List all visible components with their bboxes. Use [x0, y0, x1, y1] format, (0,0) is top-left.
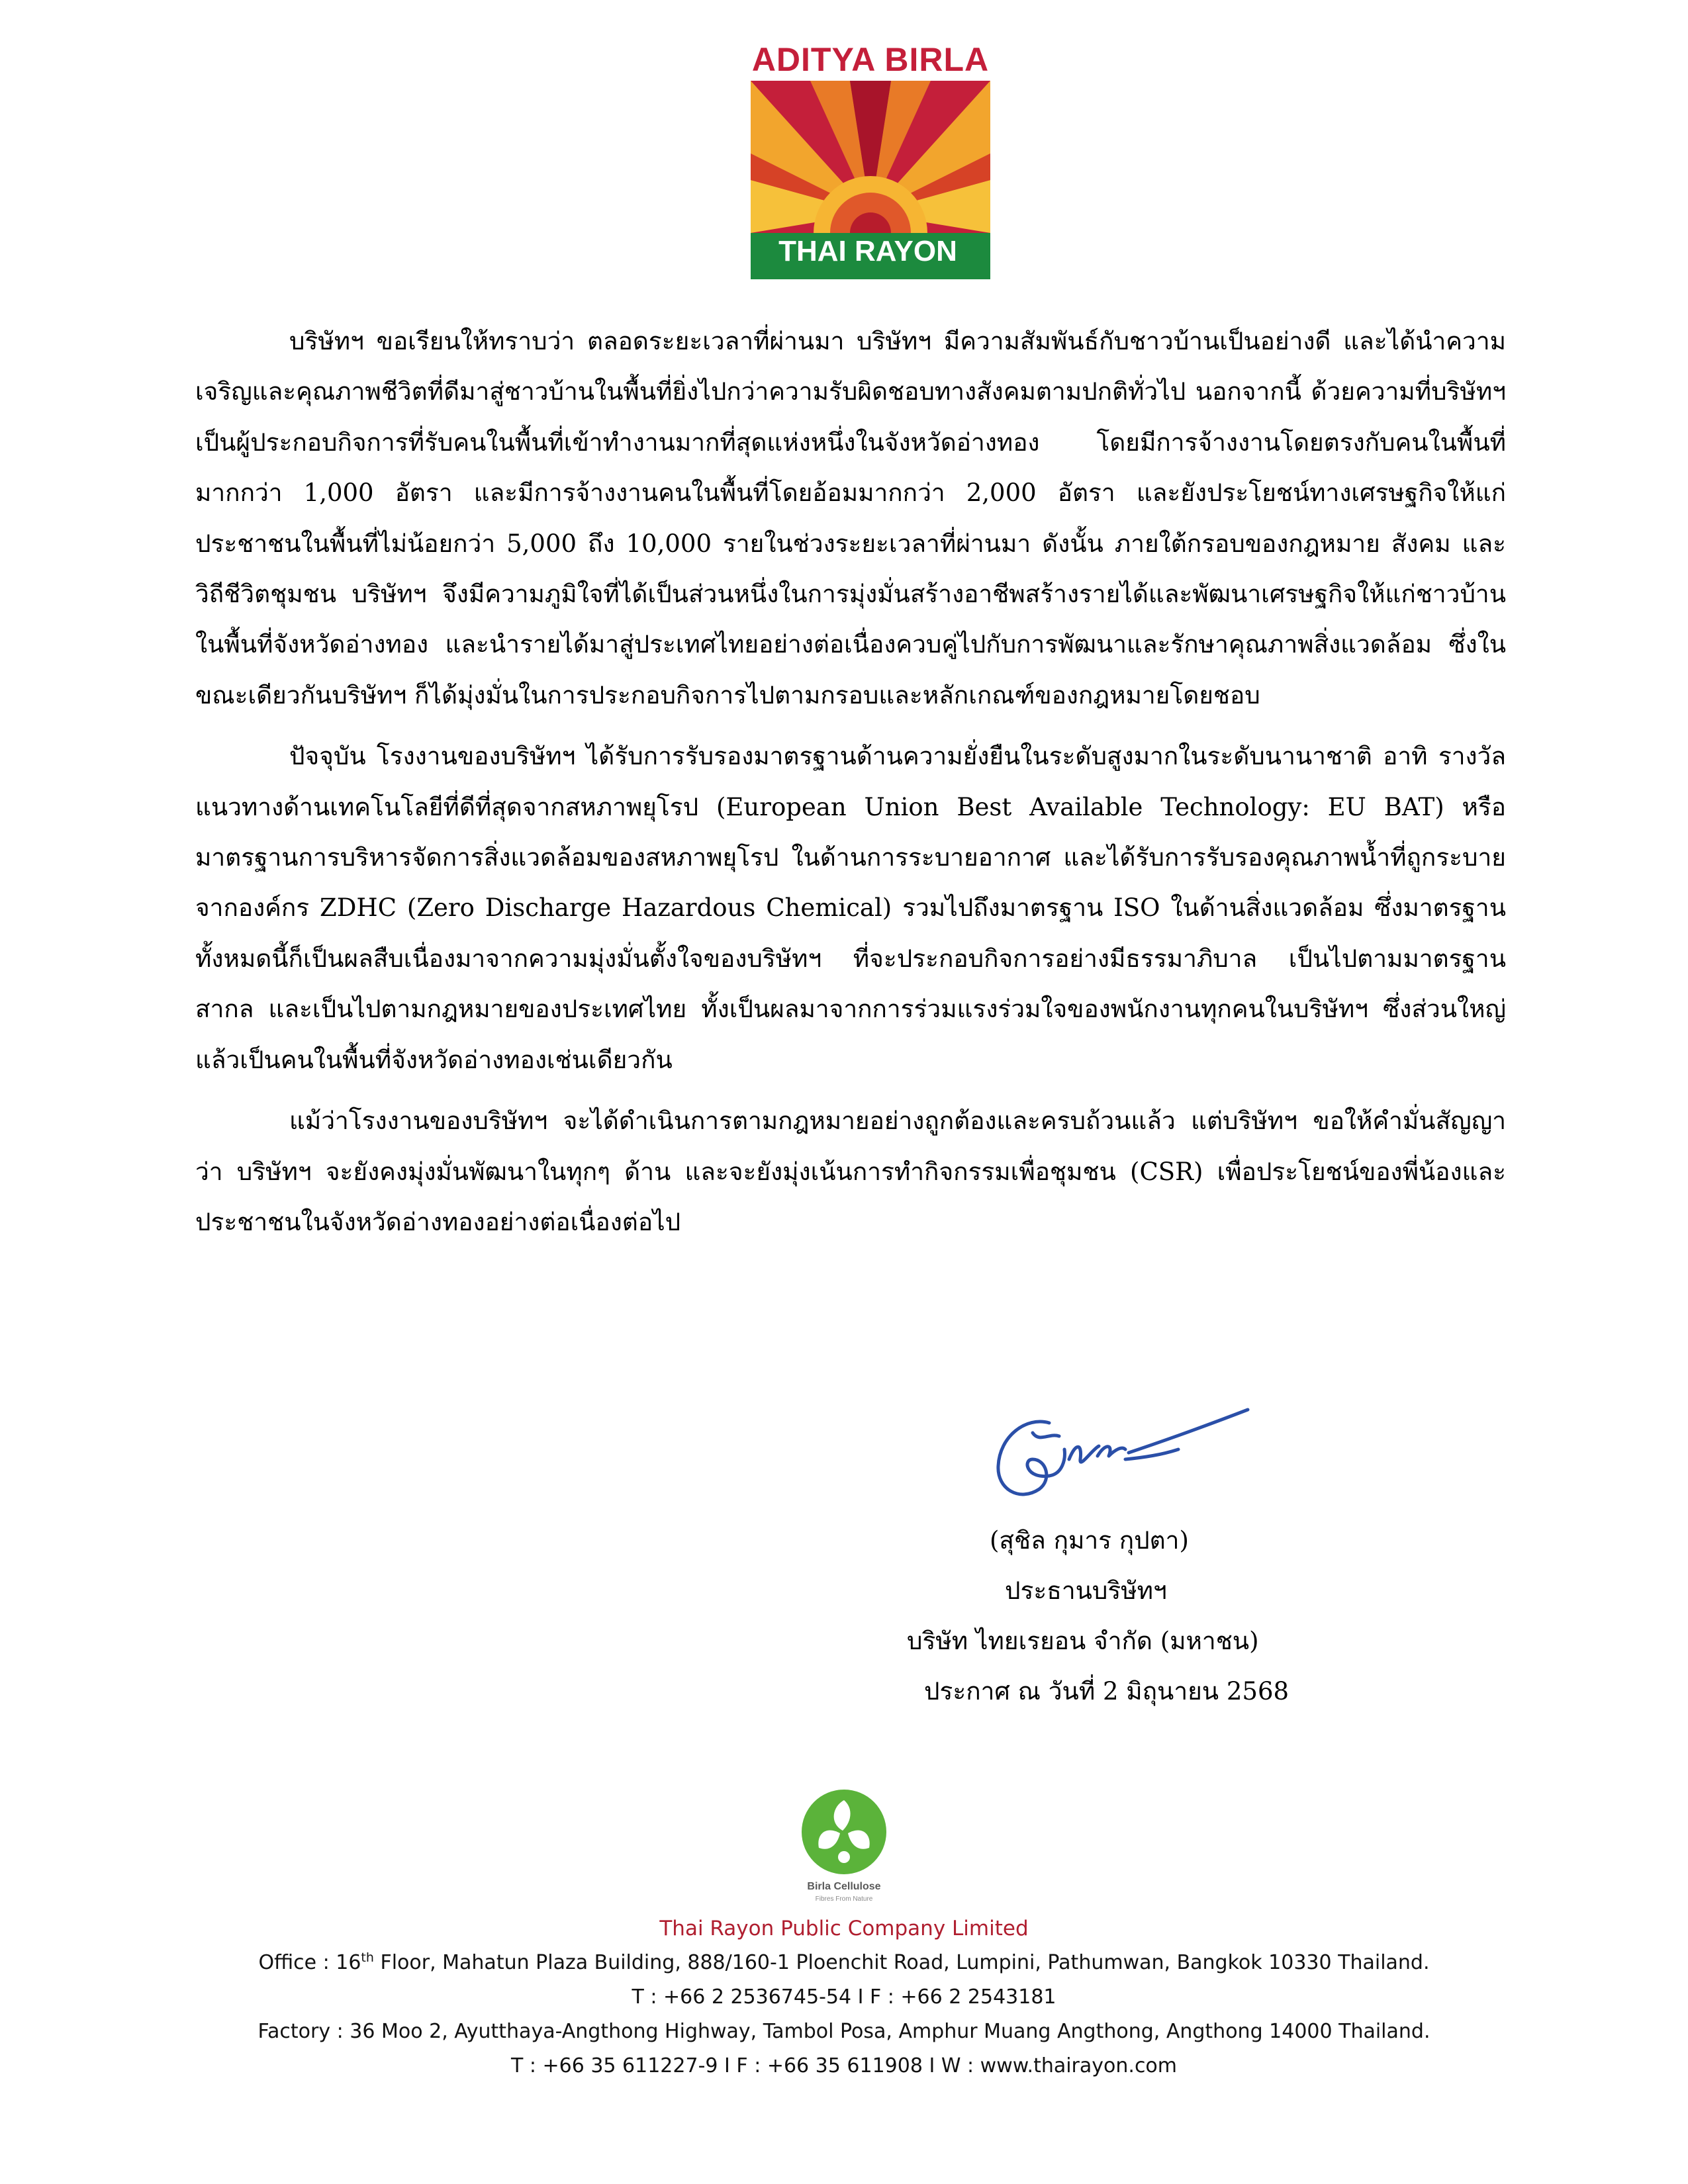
footer-logo-name: Birla Cellulose: [807, 1881, 881, 1892]
paragraph-1: บริษัทฯ ขอเรียนให้ทราบว่า ตลอดระยะเวลาที่ผ่านมา บริษัทฯ มีความสัมพันธ์กับชาวบ้านเป็นอย่างดี และได้นำความเจริญและคุณภาพชีวิตที่ดีมาสู่ชาวบ้านในพื้นที่ยิ่งไปกว่าความรับผิดชอบทางสังคมตามปกติทั่วไป นอกจากนี้ ด้วยความที่บริษัทฯ เป็นผู้ประกอบกิจการที่รับคนในพื้นที่เข้าทำงานมากที่สุดแห่งหนึ่งในจังหวัดอ่างทอง โดยมีการจ้างงานโดยตรงกับคนในพื้นที่มากกว่า 1,000 อัตรา และมีการจ้างงานคนในพื้นที่โดยอ้อมมากกว่า 2,000 อัตรา และยังประโยชน์ทางเศรษฐกิจให้แก่ประชาชนในพื้นที่ไม่น้อยกว่า 5,000 ถึง 10,000 รายในช่วงระยะเวลาที่ผ่านมา ดังนั้น ภายใต้กรอบของกฎหมาย สังคม และวิถีชีวิตชุมชน บริษัทฯ จึงมีความภูมิใจที่ได้เป็นส่วนหนึ่งในการมุ่งมั่นสร้างอาชีพสร้างรายได้และพัฒนาเศรษฐกิจให้แก่ชาวบ้านในพื้นที่จังหวัดอ่างทอง และนำรายได้มาสู่ประเทศไทยอย่างต่อเนื่องควบคู่ไปกับการพัฒนาและรักษาคุณภาพสิ่งแวดล้อม ซึ่งในขณะเดียวกันบริษัทฯ ก็ได้มุ่งมั่นในการประกอบกิจการไปตามกรอบและหลักเกณฑ์ของกฎหมายโดยชอบ: [195, 327, 1506, 709]
company-name-thai: บริษัท ไทยเรยอน จำกัด (มหาชน): [907, 1627, 1259, 1655]
paragraph-2: ปัจจุบัน โรงงานของบริษัทฯ ได้รับการรับรองมาตรฐานด้านความยั่งยืนในระดับสูงมากในระดับนานาชาติ อาทิ รางวัลแนวทางด้านเทคโนโลยีที่ดีที่สุดจากสหภาพยุโรป (European Union Best Available Technology: EU BAT) หรือมาตรฐานการบริหารจัดการสิ่งแวดล้อมของสหภาพยุโรป ในด้านการระบายอากาศ และได้รับการรับรองคุณภาพน้ำที่ถูกระบายจากองค์กร ZDHC (Zero Discharge Hazardous Chemical) รวมไปถึงมาตรฐาน ISO ในด้านสิ่งแวดล้อม ซึ่งมาตรฐานทั้งหมดนี้ก็เป็นผลสืบเนื่องมาจากความมุ่งมั่นตั้งใจของบริษัทฯ ที่จะประกอบกิจการอย่างมีธรรมาภิบาล เป็นไปตามมาตรฐานสากล และเป็นไปตามกฎหมายของประเทศไทย ทั้งเป็นผลมาจากการร่วมแรงร่วมใจของพนักงานทุกคนในบริษัทฯ ซึ่งส่วนใหญ่แล้วเป็นคนในพื้นที่จังหวัดอ่างทองเช่นเดียวกัน: [195, 742, 1506, 1074]
signatory-position: ประธานบริษัทฯ: [1005, 1576, 1167, 1605]
footer-office-address: [0, 1946, 1688, 1980]
birla-cellulose-logo: [784, 1787, 904, 1909]
aditya-birla-thai-rayon-logo: [748, 41, 993, 279]
office-address-prefix: Office : 16: [258, 1951, 361, 1974]
office-address-rest: Floor, Mahatun Plaza Building, 888/160-1 Ploenchit Road, Lumpini, Pathumwan, Bangkok 10330 Thailand.: [373, 1951, 1430, 1974]
signature-block: [847, 1516, 1390, 1717]
logo-top-text: ADITYA BIRLA: [751, 41, 990, 78]
paragraph-3: แม้ว่าโรงงานของบริษัทฯ จะได้ดำเนินการตามกฎหมายอย่างถูกต้องและครบถ้วนแล้ว แต่บริษัทฯ ขอให้คำมั่นสัญญาว่า บริษัทฯ จะยังคงมุ่งมั่นพัฒนาในทุกๆ ด้าน และจะยังมุ่งเน้นการทำกิจกรรมเพื่อชุมชน (CSR) เพื่อประโยชน์ของพี่น้องและประชาชนในจังหวัดอ่างทองอย่างต่อเนื่องต่อไป: [195, 1107, 1506, 1236]
office-floor-suffix: th: [361, 1950, 374, 1965]
letter-body: [195, 316, 1506, 1258]
footer-factory-phone: T : +66 35 611227-9 I F : +66 35 611908 I W : www.thairayon.com: [510, 2054, 1178, 2077]
handwritten-signature: [986, 1396, 1251, 1509]
footer-office-phone: T : +66 2 2536745-54 I F : +66 2 2543181: [632, 1985, 1056, 2009]
footer-factory-address: Factory : 36 Moo 2, Ayutthaya-Angthong Highway, Tambol Posa, Amphur Muang Angthong, Angthong 14000 Thailand.: [258, 2020, 1430, 2043]
footer-company-name: Thai Rayon Public Company Limited: [659, 1917, 1029, 1940]
footer-logo-tagline: Fibres From Nature: [815, 1895, 873, 1903]
signatory-name: (สุชิล กุมาร กุปตา): [990, 1526, 1189, 1555]
letter-footer: [0, 1911, 1688, 2083]
birla-cellulose-leaf-icon: [784, 1787, 904, 1880]
announcement-date: ประกาศ ณ วันที่ 2 มิถุนายน 2568: [924, 1677, 1289, 1706]
logo-bottom-text: THAI RAYON: [778, 235, 957, 267]
